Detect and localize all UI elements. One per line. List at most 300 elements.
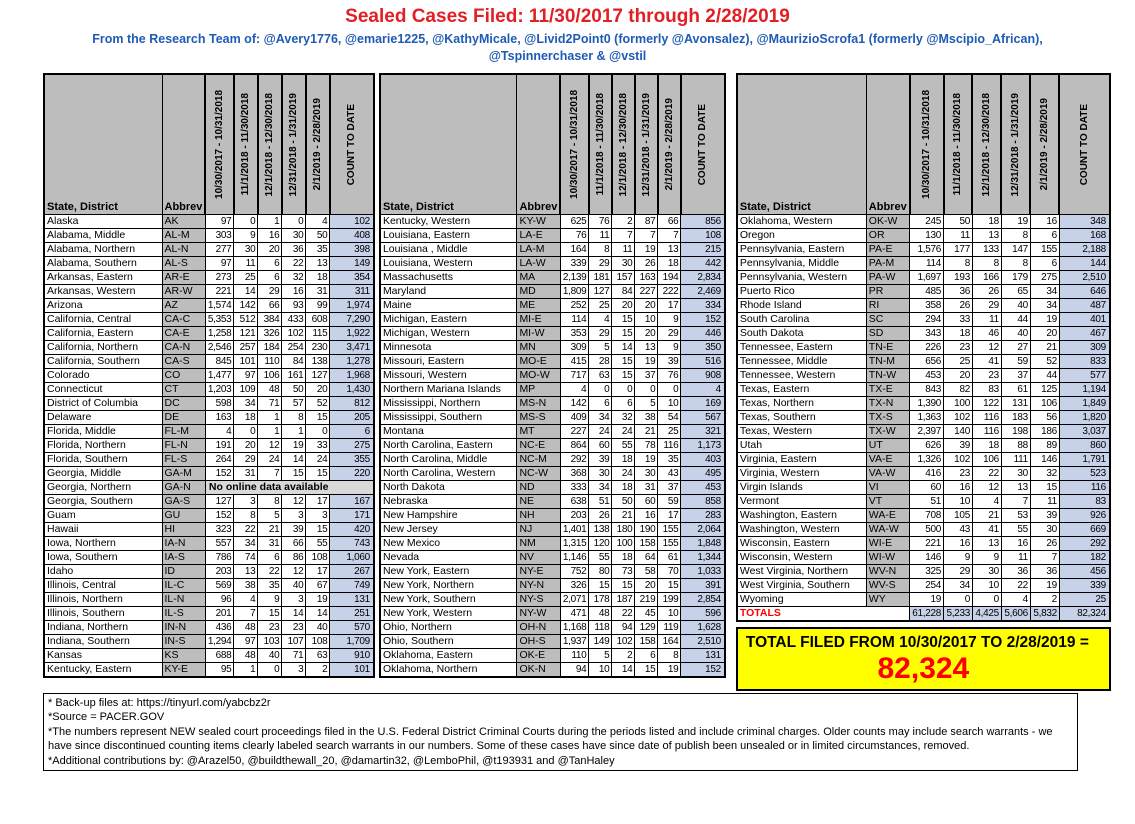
- period-count-cell: 16: [282, 284, 306, 298]
- period-count-cell: 1,574: [205, 298, 234, 312]
- table-row: [44, 270, 374, 284]
- period-count-cell: 638: [560, 494, 589, 508]
- abbrev-cell: OH-S: [517, 634, 560, 648]
- count-to-date-cell: 453: [681, 480, 725, 494]
- period-count-cell: 13: [1001, 480, 1030, 494]
- period-count-cell: 138: [306, 354, 330, 368]
- state-district-cell: Alabama, Northern: [44, 242, 162, 256]
- abbrev-cell: IA-N: [162, 536, 205, 550]
- abbrev-cell: GU: [162, 508, 205, 522]
- period-count-cell: 30: [282, 228, 306, 242]
- count-to-date-cell: 3,471: [330, 340, 374, 354]
- period-count-cell: 50: [944, 214, 973, 228]
- abbrev-cell: CA-C: [162, 312, 205, 326]
- period-count-cell: 1,315: [560, 536, 589, 550]
- count-to-date-cell: 205: [330, 410, 374, 424]
- period-count-cell: 9: [234, 228, 258, 242]
- period-count-cell: 353: [560, 326, 589, 340]
- period-count-cell: 453: [910, 368, 944, 382]
- period-count-cell: 36: [944, 284, 973, 298]
- period-count-cell: 25: [944, 354, 973, 368]
- table-row: [380, 214, 725, 228]
- abbrev-cell: CO: [162, 368, 205, 382]
- state-district-cell: Washington, Western: [737, 522, 866, 536]
- period-count-cell: 29: [944, 564, 973, 578]
- footnote-backup-files: * Back-up files at: https://tinyurl.com/yabcbz2r: [48, 696, 271, 709]
- period-count-cell: 66: [658, 214, 681, 228]
- period-count-cell: 19: [1030, 312, 1059, 326]
- count-to-date-cell: 3,037: [1059, 424, 1110, 438]
- period-count-cell: 7: [1001, 494, 1030, 508]
- period-count-cell: 2: [612, 648, 635, 662]
- period-count-cell: 433: [282, 312, 306, 326]
- sealed-cases-table-1: [43, 73, 375, 678]
- abbrev-cell: FL-N: [162, 438, 205, 452]
- period-count-cell: 30: [972, 564, 1001, 578]
- period-count-cell: 35: [306, 242, 330, 256]
- count-to-date-cell: 669: [1059, 522, 1110, 536]
- period-count-cell: 50: [612, 494, 635, 508]
- table-row: [737, 424, 1110, 438]
- table-row: [380, 326, 725, 340]
- state-district-cell: Arkansas, Eastern: [44, 270, 162, 284]
- period-count-cell: 512: [234, 312, 258, 326]
- abbrev-cell: MT: [517, 424, 560, 438]
- abbrev-cell: CT: [162, 382, 205, 396]
- period-count-cell: 0: [635, 382, 658, 396]
- period-count-cell: 51: [910, 494, 944, 508]
- period-count-cell: 15: [282, 466, 306, 480]
- period-count-cell: 38: [635, 410, 658, 424]
- period-count-cell: 36: [282, 242, 306, 256]
- period-count-cell: 21: [612, 508, 635, 522]
- state-district-cell: District of Columbia: [44, 396, 162, 410]
- period-count-cell: 1: [234, 662, 258, 677]
- table-row: [44, 522, 374, 536]
- period-count-cell: 2: [612, 214, 635, 228]
- period-count-cell: 147: [1001, 242, 1030, 256]
- period-count-cell: 15: [612, 354, 635, 368]
- period-count-cell: 87: [635, 214, 658, 228]
- column-header-count-to-date: COUNT TO DATE: [1059, 74, 1110, 214]
- table-row: [380, 410, 725, 424]
- period-count-cell: 688: [205, 648, 234, 662]
- state-district-cell: South Carolina: [737, 312, 866, 326]
- table-row: [44, 592, 374, 606]
- third-column: [736, 73, 1111, 691]
- period-count-cell: 40: [306, 620, 330, 634]
- count-to-date-cell: 1,430: [330, 382, 374, 396]
- period-count-cell: 163: [635, 270, 658, 284]
- period-count-cell: 16: [258, 228, 282, 242]
- period-count-cell: 50: [282, 382, 306, 396]
- period-count-cell: 598: [205, 396, 234, 410]
- count-to-date-cell: 456: [1059, 564, 1110, 578]
- period-count-cell: 51: [589, 494, 612, 508]
- period-count-cell: 40: [282, 578, 306, 592]
- period-count-cell: 19: [1030, 578, 1059, 592]
- table-row: [44, 634, 374, 648]
- period-count-cell: 22: [234, 522, 258, 536]
- period-count-cell: 626: [910, 438, 944, 452]
- period-count-cell: 4: [205, 424, 234, 438]
- table-row: [380, 284, 725, 298]
- table-row: [380, 270, 725, 284]
- period-count-cell: 114: [560, 312, 589, 326]
- period-count-cell: 20: [234, 438, 258, 452]
- period-count-cell: 55: [612, 438, 635, 452]
- state-district-cell: North Dakota: [380, 480, 517, 494]
- period-count-cell: 86: [282, 550, 306, 564]
- period-count-cell: 56: [1030, 410, 1059, 424]
- table-row: [380, 634, 725, 648]
- count-to-date-cell: 334: [681, 298, 725, 312]
- count-to-date-cell: 401: [1059, 312, 1110, 326]
- abbrev-cell: MI-E: [517, 312, 560, 326]
- period-count-cell: 45: [635, 606, 658, 620]
- period-count-cell: 19: [910, 592, 944, 606]
- count-to-date-cell: 108: [681, 228, 725, 242]
- table-row: [380, 466, 725, 480]
- period-count-cell: 37: [658, 480, 681, 494]
- abbrev-cell: GA-N: [162, 480, 205, 494]
- state-district-cell: Maryland: [380, 284, 517, 298]
- period-count-cell: 6: [258, 270, 282, 284]
- period-count-cell: 108: [306, 634, 330, 648]
- sealed-cases-table-2: [379, 73, 726, 678]
- period-count-cell: 30: [589, 466, 612, 480]
- period-count-cell: 30: [234, 242, 258, 256]
- state-district-cell: Guam: [44, 508, 162, 522]
- count-to-date-cell: 348: [1059, 214, 1110, 228]
- period-count-cell: 24: [612, 424, 635, 438]
- period-count-cell: 157: [612, 270, 635, 284]
- abbrev-cell: TN-M: [866, 354, 909, 368]
- table-row: [44, 620, 374, 634]
- abbrev-cell: MD: [517, 284, 560, 298]
- state-district-cell: North Carolina, Middle: [380, 452, 517, 466]
- abbrev-cell: WI-E: [866, 536, 909, 550]
- count-to-date-cell: 646: [1059, 284, 1110, 298]
- period-count-cell: 48: [234, 620, 258, 634]
- period-count-cell: 9: [972, 550, 1001, 564]
- abbrev-cell: AR-W: [162, 284, 205, 298]
- grand-total-value: 82,324: [877, 651, 970, 685]
- count-to-date-cell: 408: [330, 228, 374, 242]
- table-row: [44, 564, 374, 578]
- period-count-cell: 1,937: [560, 634, 589, 648]
- period-count-cell: 19: [1001, 214, 1030, 228]
- count-to-date-cell: 182: [1059, 550, 1110, 564]
- period-count-cell: 5: [635, 396, 658, 410]
- period-count-cell: 2,397: [910, 424, 944, 438]
- count-to-date-cell: 1,344: [681, 550, 725, 564]
- column-header-period-4: 12/31/2018 - 1/31/2019: [282, 74, 306, 214]
- period-count-cell: 37: [1001, 368, 1030, 382]
- count-to-date-cell: 856: [681, 214, 725, 228]
- abbrev-cell: NC-E: [517, 438, 560, 452]
- period-count-cell: 89: [1030, 438, 1059, 452]
- period-count-cell: 127: [589, 284, 612, 298]
- state-district-cell: Texas, Western: [737, 424, 866, 438]
- totals-value-cell: 61,228: [910, 606, 944, 621]
- state-district-cell: Tennessee, Eastern: [737, 340, 866, 354]
- state-district-cell: New Hampshire: [380, 508, 517, 522]
- count-to-date-cell: 2,188: [1059, 242, 1110, 256]
- period-count-cell: 95: [205, 662, 234, 677]
- state-district-cell: New York, Western: [380, 606, 517, 620]
- count-to-date-cell: 1,278: [330, 354, 374, 368]
- count-to-date-cell: 25: [1059, 592, 1110, 606]
- period-count-cell: 140: [944, 424, 973, 438]
- period-count-cell: 500: [910, 522, 944, 536]
- count-to-date-cell: 101: [330, 662, 374, 677]
- page-title: Sealed Cases Filed: 11/30/2017 through 2/28/2019: [345, 6, 790, 27]
- period-count-cell: 177: [944, 242, 973, 256]
- table-row: [44, 424, 374, 438]
- state-district-cell: Florida, Middle: [44, 424, 162, 438]
- table-row: [380, 228, 725, 242]
- abbrev-cell: HI: [162, 522, 205, 536]
- state-district-cell: Washington, Eastern: [737, 508, 866, 522]
- period-count-cell: 36: [1030, 564, 1059, 578]
- period-count-cell: 39: [589, 452, 612, 466]
- period-count-cell: 14: [612, 340, 635, 354]
- period-count-cell: 416: [910, 466, 944, 480]
- table-row: [380, 522, 725, 536]
- period-count-cell: 326: [258, 326, 282, 340]
- period-count-cell: 18: [612, 452, 635, 466]
- period-count-cell: 1,294: [205, 634, 234, 648]
- state-district-cell: Illinois, Southern: [44, 606, 162, 620]
- period-count-cell: 18: [234, 410, 258, 424]
- period-count-cell: 9: [258, 592, 282, 606]
- period-count-cell: 54: [658, 410, 681, 424]
- period-count-cell: 40: [1001, 298, 1030, 312]
- period-count-cell: 625: [560, 214, 589, 228]
- table-row: [44, 508, 374, 522]
- period-count-cell: 52: [1030, 354, 1059, 368]
- period-count-cell: 100: [612, 536, 635, 550]
- column-header-state: State, District: [737, 74, 866, 214]
- state-district-cell: Utah: [737, 438, 866, 452]
- state-district-cell: Mississippi, Northern: [380, 396, 517, 410]
- period-count-cell: 76: [658, 368, 681, 382]
- period-count-cell: 37: [635, 368, 658, 382]
- abbrev-cell: NC-W: [517, 466, 560, 480]
- period-count-cell: 19: [658, 662, 681, 677]
- period-count-cell: 18: [972, 438, 1001, 452]
- state-district-cell: West Virginia, Southern: [737, 578, 866, 592]
- tables-row: [43, 73, 1135, 691]
- period-count-cell: 3: [282, 592, 306, 606]
- abbrev-cell: PR: [866, 284, 909, 298]
- period-count-cell: 111: [1001, 452, 1030, 466]
- period-count-cell: 186: [1030, 424, 1059, 438]
- abbrev-cell: SD: [866, 326, 909, 340]
- period-count-cell: 70: [658, 564, 681, 578]
- footnotes: [43, 693, 1078, 772]
- abbrev-cell: SC: [866, 312, 909, 326]
- period-count-cell: 28: [589, 354, 612, 368]
- table-row: [44, 452, 374, 466]
- abbrev-cell: LA-W: [517, 256, 560, 270]
- count-to-date-cell: 442: [681, 256, 725, 270]
- grand-total-label: TOTAL FILED FROM 10/30/2017 TO 2/28/2019 =: [745, 633, 1089, 651]
- period-count-cell: 15: [258, 606, 282, 620]
- table-row: [737, 242, 1110, 256]
- state-district-cell: New Jersey: [380, 522, 517, 536]
- period-count-cell: 15: [1030, 480, 1059, 494]
- table-row: [44, 536, 374, 550]
- table-row: [737, 382, 1110, 396]
- state-district-cell: New York, Northern: [380, 578, 517, 592]
- period-count-cell: 14: [234, 284, 258, 298]
- period-count-cell: 115: [306, 326, 330, 340]
- period-count-cell: 41: [972, 522, 1001, 536]
- header-row: [44, 74, 374, 214]
- period-count-cell: 194: [658, 270, 681, 284]
- abbrev-cell: AL-S: [162, 256, 205, 270]
- period-count-cell: 7: [612, 228, 635, 242]
- abbrev-cell: KY-E: [162, 662, 205, 677]
- count-to-date-cell: 215: [681, 242, 725, 256]
- state-district-cell: Michigan, Western: [380, 326, 517, 340]
- abbrev-cell: VA-E: [866, 452, 909, 466]
- page: [0, 6, 1135, 824]
- period-count-cell: 116: [972, 424, 1001, 438]
- period-count-cell: 17: [658, 508, 681, 522]
- count-to-date-cell: 169: [681, 396, 725, 410]
- count-to-date-cell: 1,173: [681, 438, 725, 452]
- period-count-cell: 294: [910, 312, 944, 326]
- period-count-cell: 181: [589, 270, 612, 284]
- state-district-cell: Texas, Northern: [737, 396, 866, 410]
- table-row: [44, 368, 374, 382]
- period-count-cell: 142: [234, 298, 258, 312]
- period-count-cell: 277: [205, 242, 234, 256]
- period-count-cell: 11: [234, 256, 258, 270]
- abbrev-cell: FL-S: [162, 452, 205, 466]
- period-count-cell: 60: [589, 438, 612, 452]
- period-count-cell: 27: [1001, 340, 1030, 354]
- period-count-cell: 21: [258, 522, 282, 536]
- period-count-cell: 34: [589, 410, 612, 424]
- count-to-date-cell: 131: [330, 592, 374, 606]
- period-count-cell: 63: [306, 648, 330, 662]
- count-to-date-cell: 149: [330, 256, 374, 270]
- period-count-cell: 15: [612, 368, 635, 382]
- period-count-cell: 222: [658, 284, 681, 298]
- count-to-date-cell: 812: [330, 396, 374, 410]
- period-count-cell: 21: [972, 508, 1001, 522]
- period-count-cell: 50: [306, 228, 330, 242]
- table-row: [44, 648, 374, 662]
- column-header-period-4: 12/31/2018 - 1/31/2019: [635, 74, 658, 214]
- period-count-cell: 343: [910, 326, 944, 340]
- period-count-cell: 64: [635, 550, 658, 564]
- period-count-cell: 1,146: [560, 550, 589, 564]
- state-district-cell: North Carolina, Western: [380, 466, 517, 480]
- period-count-cell: 0: [306, 424, 330, 438]
- period-count-cell: 4: [234, 592, 258, 606]
- period-count-cell: 14: [282, 452, 306, 466]
- count-to-date-cell: 321: [681, 424, 725, 438]
- abbrev-cell: FL-M: [162, 424, 205, 438]
- abbrev-cell: WA-E: [866, 508, 909, 522]
- period-count-cell: 18: [972, 214, 1001, 228]
- count-to-date-cell: 2,834: [681, 270, 725, 284]
- state-district-cell: Ohio, Southern: [380, 634, 517, 648]
- period-count-cell: 31: [635, 480, 658, 494]
- period-count-cell: 15: [306, 410, 330, 424]
- state-district-cell: Tennessee, Middle: [737, 354, 866, 368]
- totals-value-cell: 4,425: [972, 606, 1001, 621]
- count-to-date-cell: 2,854: [681, 592, 725, 606]
- period-count-cell: 96: [205, 592, 234, 606]
- period-count-cell: 485: [910, 284, 944, 298]
- period-count-cell: 20: [612, 298, 635, 312]
- abbrev-cell: CA-N: [162, 340, 205, 354]
- period-count-cell: 193: [944, 270, 973, 284]
- period-count-cell: 8: [258, 494, 282, 508]
- column-header-period-1: 10/30/2017 - 10/31/2018: [910, 74, 944, 214]
- table-row: [44, 340, 374, 354]
- period-count-cell: 15: [635, 662, 658, 677]
- count-to-date-cell: 858: [681, 494, 725, 508]
- table-row: [737, 536, 1110, 550]
- state-district-cell: Colorado: [44, 368, 162, 382]
- period-count-cell: 843: [910, 382, 944, 396]
- abbrev-cell: IN-S: [162, 634, 205, 648]
- count-to-date-cell: 171: [330, 508, 374, 522]
- period-count-cell: 106: [972, 452, 1001, 466]
- period-count-cell: 786: [205, 550, 234, 564]
- count-to-date-cell: 391: [681, 578, 725, 592]
- period-count-cell: 78: [635, 438, 658, 452]
- period-count-cell: 158: [635, 536, 658, 550]
- count-to-date-cell: 275: [330, 438, 374, 452]
- period-count-cell: 752: [560, 564, 589, 578]
- count-to-date-cell: 309: [1059, 340, 1110, 354]
- period-count-cell: 99: [306, 298, 330, 312]
- period-count-cell: 569: [205, 578, 234, 592]
- period-count-cell: 102: [282, 326, 306, 340]
- period-count-cell: 155: [658, 522, 681, 536]
- period-count-cell: 55: [306, 536, 330, 550]
- abbrev-cell: DE: [162, 410, 205, 424]
- period-count-cell: 415: [560, 354, 589, 368]
- period-count-cell: 26: [972, 284, 1001, 298]
- period-count-cell: 0: [258, 662, 282, 677]
- period-count-cell: 46: [972, 326, 1001, 340]
- column-header-period-1: 10/30/2017 - 10/31/2018: [560, 74, 589, 214]
- period-count-cell: 30: [1030, 522, 1059, 536]
- period-count-cell: 18: [612, 480, 635, 494]
- count-to-date-cell: 743: [330, 536, 374, 550]
- period-count-cell: 71: [258, 396, 282, 410]
- state-district-cell: Arizona: [44, 298, 162, 312]
- table-row: [737, 298, 1110, 312]
- period-count-cell: 31: [306, 284, 330, 298]
- period-count-cell: 1,697: [910, 270, 944, 284]
- state-district-cell: New Mexico: [380, 536, 517, 550]
- period-count-cell: 6: [1030, 256, 1059, 270]
- period-count-cell: 10: [635, 312, 658, 326]
- state-district-cell: Illinois, Central: [44, 578, 162, 592]
- period-count-cell: 35: [258, 578, 282, 592]
- period-count-cell: 55: [589, 550, 612, 564]
